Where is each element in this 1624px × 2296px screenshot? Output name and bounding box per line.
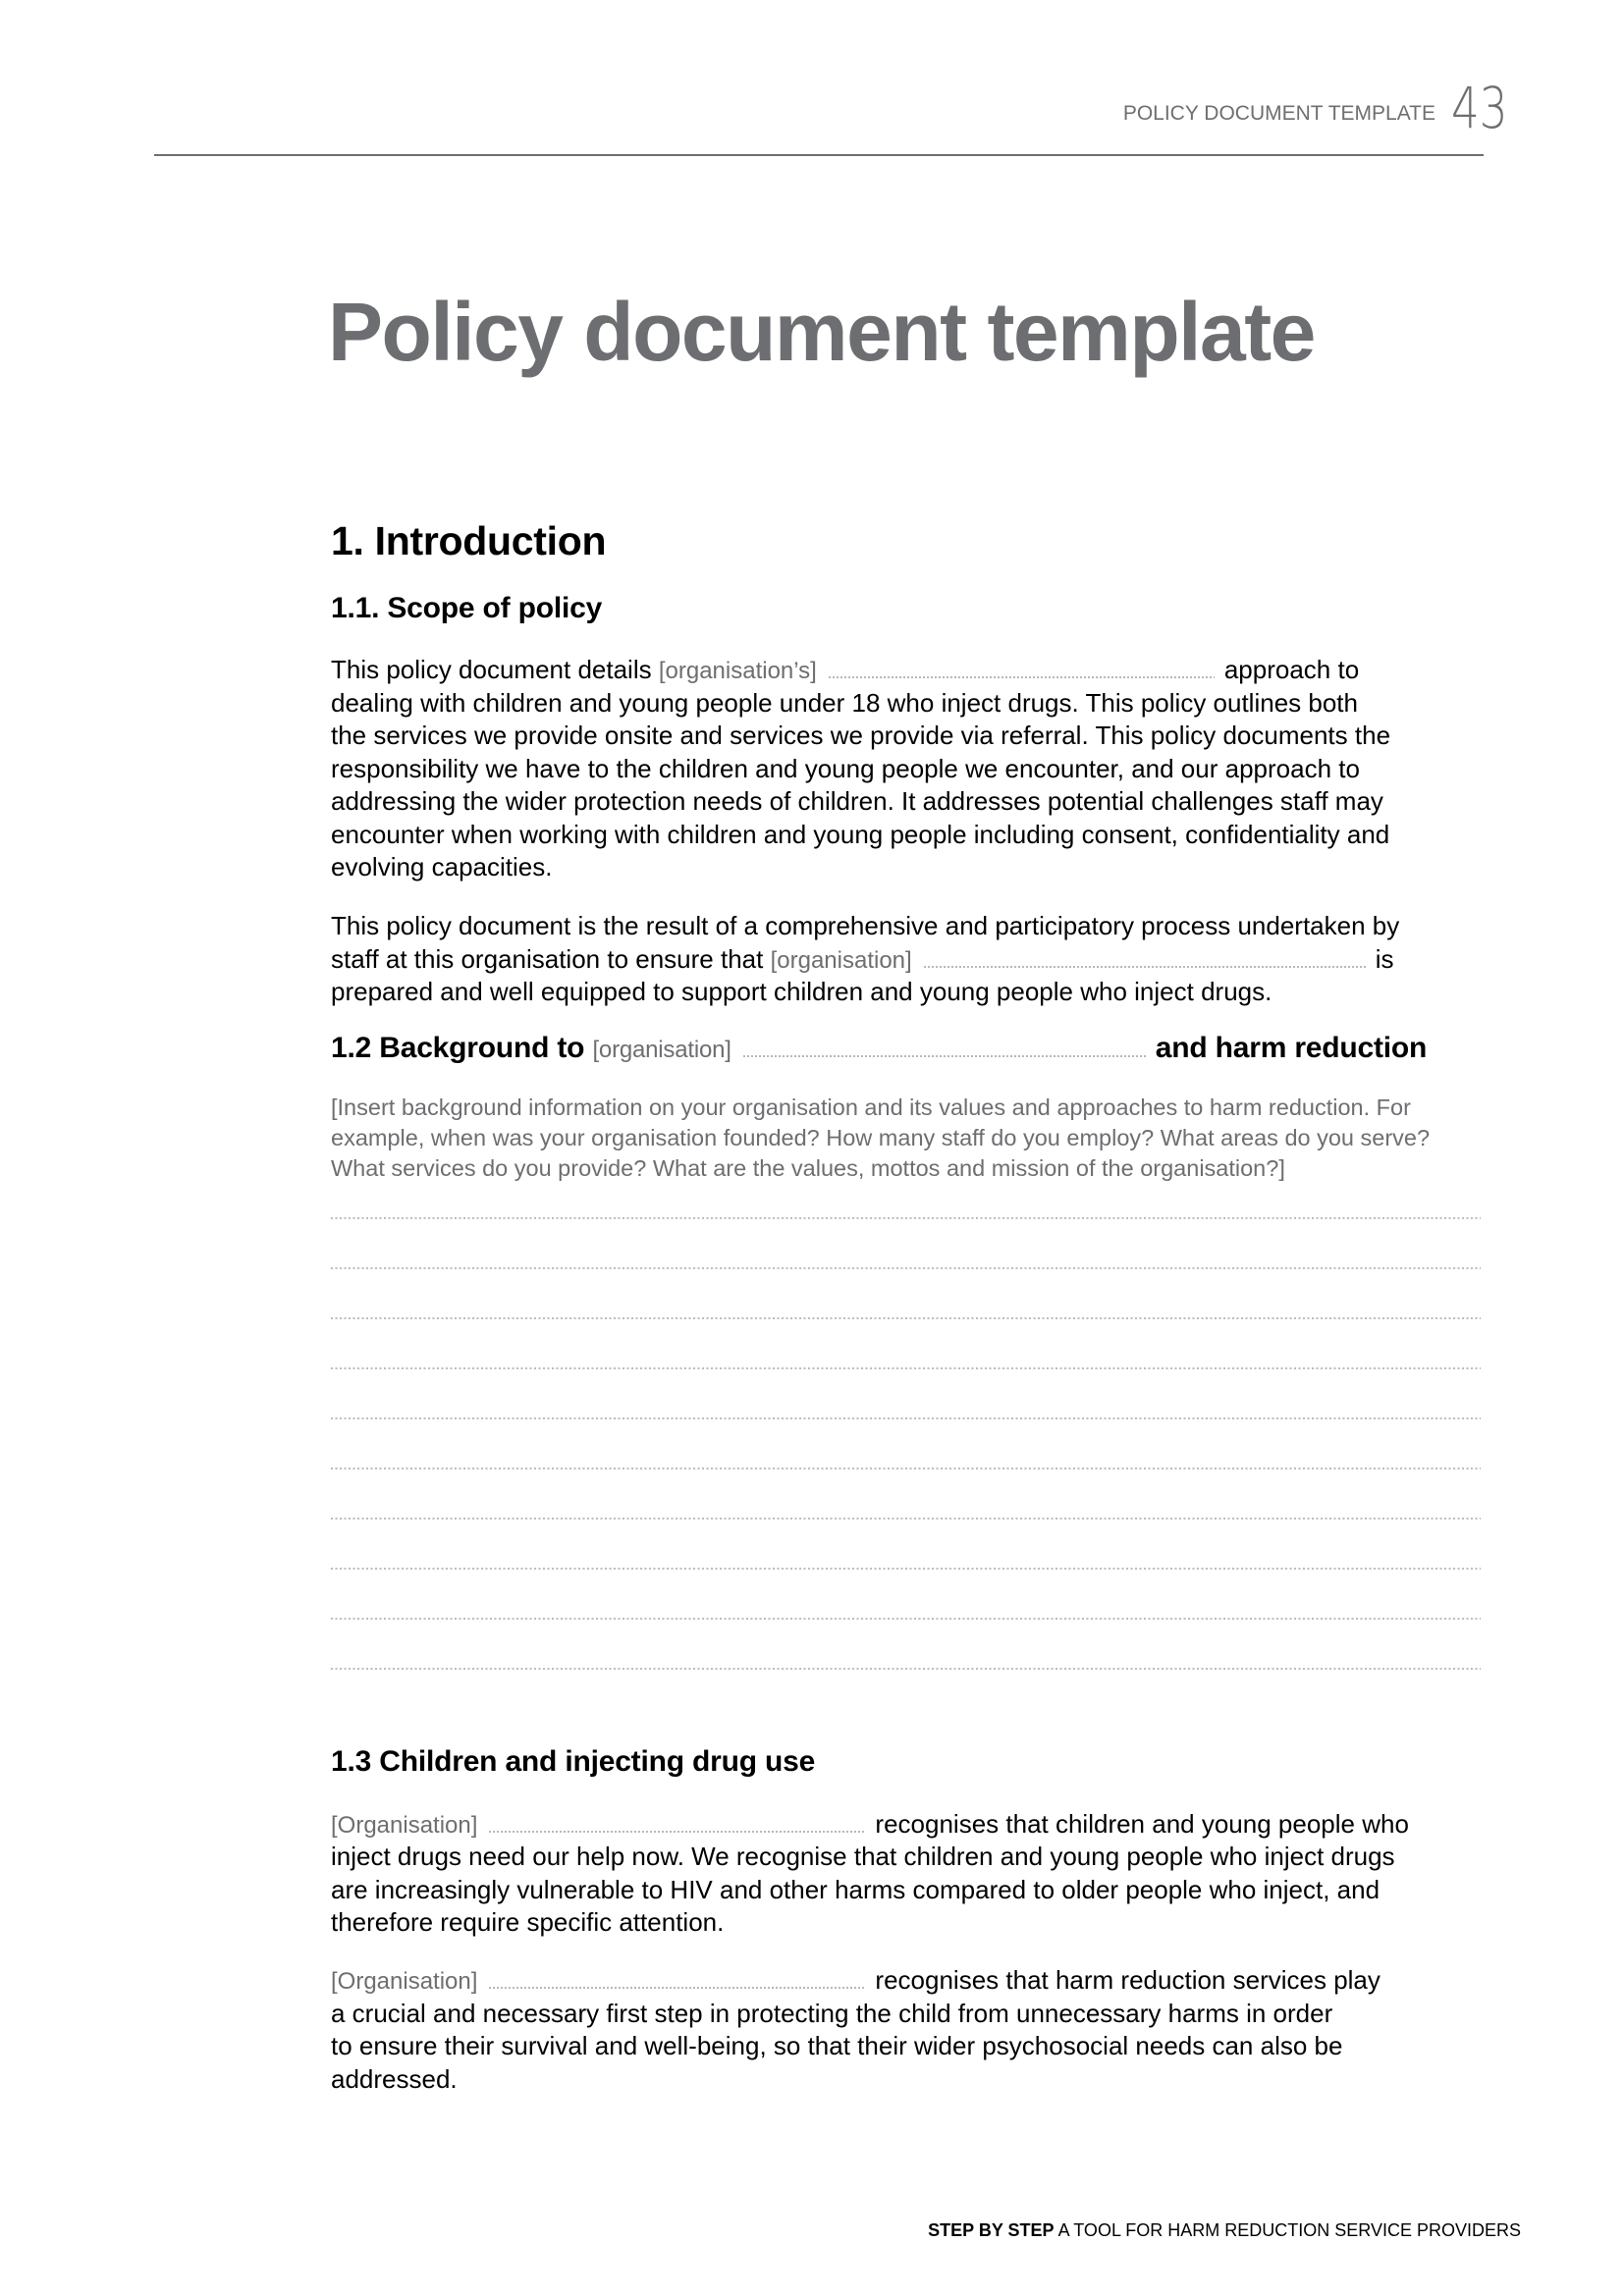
- subsection-heading-scope: 1.1. Scope of policy: [331, 592, 603, 624]
- scope-para1-line: addressing the wider protection needs of children. It addresses potential challenges staff may: [331, 786, 1383, 816]
- background-writing-line[interactable]: [331, 1317, 1481, 1319]
- children-para1-line: therefore require specific attention.: [331, 1907, 725, 1937]
- children-para2-line: addressed.: [331, 2064, 458, 2094]
- scope-para1-line1: [331, 653, 1359, 686]
- organisation-name-blank[interactable]: [829, 676, 1215, 678]
- page-number: 43: [1451, 75, 1508, 141]
- section-heading-introduction: 1. Introduction: [331, 518, 607, 563]
- scope-para2-line1: This policy document is the result of a comprehensive and participatory process undertaken by: [331, 911, 1400, 940]
- background-writing-line[interactable]: [331, 1267, 1481, 1269]
- header-rule: [154, 154, 1484, 156]
- scope-para2-line3: prepared and well equipped to support children and young people who inject drugs.: [331, 977, 1272, 1006]
- organisation-name-blank[interactable]: [924, 966, 1366, 968]
- background-heading-trail: and harm reduction: [1155, 1032, 1428, 1064]
- scope-para1-trail: approach to: [1223, 655, 1360, 684]
- background-writing-line[interactable]: [331, 1367, 1481, 1369]
- children-para2-line1: [331, 1963, 1380, 1997]
- background-instructions-line: example, when was your organisation founded? How many staff do you employ? What areas do you serve?: [331, 1125, 1431, 1150]
- scope-para1-line: the services we provide onsite and services we provide via referral. This policy documents the: [331, 721, 1391, 750]
- scope-para1-lead: This policy document details: [331, 655, 652, 684]
- scope-para1-line: encounter when working with children and young people including consent, confidentiality and: [331, 820, 1390, 849]
- background-writing-line[interactable]: [331, 1518, 1481, 1520]
- children-para2-trail: recognises that harm reduction services play: [875, 1965, 1380, 1995]
- children-para1-line: are increasingly vulnerable to HIV and other harms compared to older people who inject, and: [331, 1875, 1380, 1904]
- scope-para1-line: responsibility we have to the children and young people we encounter, and our approach to: [331, 754, 1360, 783]
- organisation-name-blank[interactable]: [489, 1831, 865, 1833]
- background-writing-line[interactable]: [331, 1568, 1481, 1570]
- scope-para1-line: evolving capacities.: [331, 852, 553, 881]
- page-title: Policy document template: [328, 286, 1315, 378]
- organisation-name-blank[interactable]: [743, 1055, 1146, 1057]
- children-para1-line: inject drugs need our help now. We recognise that children and young people who inject drugs: [331, 1842, 1395, 1871]
- children-para1-trail: recognises that children and young people who: [875, 1809, 1409, 1839]
- scope-para2-line2: [331, 942, 1393, 976]
- scope-para1-line: dealing with children and young people under 18 who inject drugs. This policy outlines both: [331, 688, 1358, 718]
- footer-tagline: A TOOL FOR HARM REDUCTION SERVICE PROVIDERS: [1057, 2220, 1521, 2240]
- organisation-placeholder-label: [Organisation]: [331, 1812, 478, 1839]
- organisation-placeholder-label: [organisation]: [770, 947, 912, 974]
- organisation-placeholder-label: [Organisation]: [331, 1968, 478, 1995]
- organisation-name-blank[interactable]: [489, 1987, 865, 1989]
- children-para2-line: to ensure their survival and well-being, so that their wider psychosocial needs can also be: [331, 2031, 1343, 2060]
- footer-brand: STEP BY STEP: [928, 2220, 1055, 2240]
- children-para1-line1: [331, 1807, 1409, 1841]
- background-writing-line[interactable]: [331, 1217, 1481, 1219]
- background-writing-line[interactable]: [331, 1668, 1481, 1670]
- background-writing-line[interactable]: [331, 1468, 1481, 1469]
- page-footer: [0, 2220, 1521, 2241]
- background-instructions-line: What services do you provide? What are the values, mottos and mission of the organisation?]: [331, 1155, 1285, 1181]
- subsection-heading-children: 1.3 Children and injecting drug use: [331, 1745, 816, 1778]
- subsection-heading-background: [331, 1032, 1427, 1065]
- running-header-title: POLICY DOCUMENT TEMPLATE: [1122, 102, 1435, 125]
- scope-para2-trail: is: [1375, 944, 1394, 974]
- background-instructions-line: [Insert background information on your organisation and its values and approaches to harm reduction. For: [331, 1095, 1411, 1120]
- background-heading-lead: 1.2 Background to: [331, 1032, 585, 1064]
- scope-para2-lead: staff at this organisation to ensure that: [331, 944, 764, 974]
- background-writing-line[interactable]: [331, 1417, 1481, 1419]
- organisation-placeholder-label: [organisation]: [592, 1037, 731, 1063]
- organisation-placeholder-label: [organisation’s]: [658, 658, 817, 684]
- background-writing-line[interactable]: [331, 1618, 1481, 1620]
- children-para2-line: a crucial and necessary first step in protecting the child from unnecessary harms in order: [331, 1999, 1333, 2028]
